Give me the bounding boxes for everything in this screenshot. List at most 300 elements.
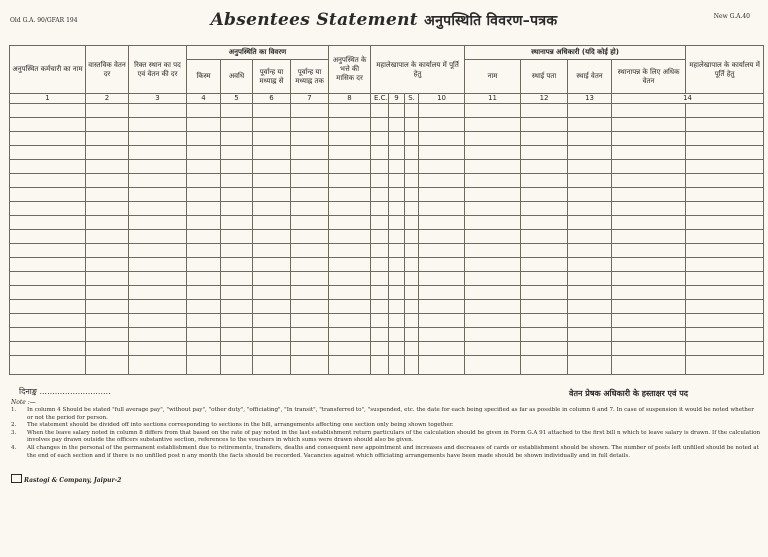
table-cell: [221, 356, 253, 375]
table-row: [10, 356, 764, 375]
column-number: 14: [612, 94, 764, 104]
table-cell: [465, 328, 521, 342]
table-cell: [253, 286, 291, 300]
table-row: [10, 258, 764, 272]
table-cell: [612, 230, 686, 244]
table-cell: [568, 272, 612, 286]
table-cell: [686, 230, 764, 244]
table-cell: [187, 314, 221, 328]
table-cell: [405, 244, 419, 258]
column-number: 6: [253, 94, 291, 104]
table-row: [10, 216, 764, 230]
table-cell: [405, 272, 419, 286]
group-officiating-officer: स्थानापन्न अधिकारी (यदि कोई हो): [465, 46, 686, 60]
table-cell: [253, 314, 291, 328]
table-cell: [612, 132, 686, 146]
table-cell: [329, 300, 371, 314]
table-cell: [568, 160, 612, 174]
table-cell: [389, 286, 405, 300]
column-number: 11: [465, 94, 521, 104]
table-cell: [405, 104, 419, 118]
table-cell: [521, 286, 568, 300]
table-cell: [291, 104, 329, 118]
table-cell: [686, 104, 764, 118]
table-cell: [86, 104, 129, 118]
table-cell: [521, 104, 568, 118]
table-cell: [389, 314, 405, 328]
table-cell: [389, 328, 405, 342]
table-cell: [521, 132, 568, 146]
table-cell: [568, 356, 612, 375]
column-number: 3: [129, 94, 187, 104]
table-cell: [612, 244, 686, 258]
table-cell: [86, 286, 129, 300]
table-cell: [371, 118, 389, 132]
table-cell: [389, 356, 405, 375]
column-number: 13: [568, 94, 612, 104]
group-absence-details: अनुपस्थिति का विवरण: [187, 46, 329, 60]
note-item: [11, 445, 761, 460]
table-cell: [568, 188, 612, 202]
table-cell: [10, 314, 86, 328]
table-cell: [405, 300, 419, 314]
table-cell: [291, 244, 329, 258]
table-cell: [129, 314, 187, 328]
table-cell: [686, 328, 764, 342]
publisher-line: [11, 474, 121, 484]
table-cell: [129, 286, 187, 300]
table-cell: [465, 258, 521, 272]
table-cell: [521, 216, 568, 230]
table-cell: [405, 328, 419, 342]
table-cell: [221, 328, 253, 342]
table-cell: [465, 342, 521, 356]
table-cell: [465, 286, 521, 300]
table-cell: [329, 160, 371, 174]
table-cell: [329, 258, 371, 272]
table-cell: [253, 216, 291, 230]
table-cell: [521, 188, 568, 202]
table-cell: [86, 258, 129, 272]
table-cell: [419, 216, 465, 230]
table-cell: [389, 244, 405, 258]
table-cell: [465, 300, 521, 314]
form-title: [0, 10, 768, 30]
table-cell: [10, 118, 86, 132]
table-cell: [291, 300, 329, 314]
table-cell: [86, 118, 129, 132]
table-cell: [221, 342, 253, 356]
table-cell: [419, 104, 465, 118]
table-cell: [10, 230, 86, 244]
table-cell: [568, 286, 612, 300]
table-cell: [389, 174, 405, 188]
table-cell: [291, 202, 329, 216]
table-cell: [86, 244, 129, 258]
table-cell: [612, 286, 686, 300]
table-cell: [187, 300, 221, 314]
table-cell: [10, 328, 86, 342]
table-cell: [329, 244, 371, 258]
table-cell: [329, 356, 371, 375]
table-cell: [419, 118, 465, 132]
table-cell: [465, 202, 521, 216]
table-cell: [419, 356, 465, 375]
table-cell: [291, 342, 329, 356]
table-cell: [612, 160, 686, 174]
table-cell: [686, 146, 764, 160]
old-form-code: Old G.A. 90/GFAR 194: [10, 17, 78, 24]
table-cell: [187, 146, 221, 160]
table-cell: [221, 216, 253, 230]
table-cell: [221, 174, 253, 188]
table-cell: [129, 104, 187, 118]
table-cell: [10, 174, 86, 188]
table-cell: [10, 300, 86, 314]
table-cell: [405, 216, 419, 230]
table-cell: [465, 356, 521, 375]
table-cell: [686, 118, 764, 132]
table-cell: [568, 328, 612, 342]
table-cell: [612, 104, 686, 118]
table-row: [10, 188, 764, 202]
table-cell: [686, 314, 764, 328]
table-cell: [419, 286, 465, 300]
table-cell: [568, 104, 612, 118]
column-number: 1: [10, 94, 86, 104]
table-cell: [419, 258, 465, 272]
table-cell: [253, 132, 291, 146]
table-row: [10, 328, 764, 342]
col-officiating-pay: स्थानापन्न के लिए अधिक वेतन: [612, 60, 686, 94]
table-cell: [10, 146, 86, 160]
table-row: [10, 146, 764, 160]
table-row: [10, 342, 764, 356]
table-cell: [521, 146, 568, 160]
table-cell: [419, 328, 465, 342]
table-cell: [521, 272, 568, 286]
note-label: Note :—: [11, 399, 36, 406]
table-cell: [686, 356, 764, 375]
table-cell: [221, 314, 253, 328]
table-cell: [291, 118, 329, 132]
table-cell: [129, 230, 187, 244]
table-cell: [521, 244, 568, 258]
table-cell: [405, 258, 419, 272]
table-cell: [371, 174, 389, 188]
table-cell: [291, 174, 329, 188]
table-cell: [187, 272, 221, 286]
table-cell: [419, 300, 465, 314]
table-cell: [371, 202, 389, 216]
table-cell: [329, 174, 371, 188]
table-cell: [419, 202, 465, 216]
table-cell: [612, 202, 686, 216]
table-cell: [187, 328, 221, 342]
table-cell: [568, 244, 612, 258]
table-cell: [612, 342, 686, 356]
table-cell: [329, 230, 371, 244]
col-kind: किस्म: [187, 60, 221, 94]
table-cell: [419, 188, 465, 202]
note-number: 1.: [11, 407, 17, 413]
table-cell: [521, 314, 568, 328]
table-cell: [612, 314, 686, 328]
table-cell: [612, 216, 686, 230]
table-cell: [129, 328, 187, 342]
column-number: 10: [419, 94, 465, 104]
table-cell: [686, 286, 764, 300]
table-cell: [568, 314, 612, 328]
table-cell: [129, 160, 187, 174]
col-to: पूर्वान्ह या मध्याह्न तक: [291, 60, 329, 94]
table-row: [10, 132, 764, 146]
table-cell: [465, 188, 521, 202]
table-cell: [86, 314, 129, 328]
table-cell: [405, 356, 419, 375]
table-cell: [568, 342, 612, 356]
table-cell: [405, 230, 419, 244]
table-cell: [129, 118, 187, 132]
table-cell: [465, 230, 521, 244]
table-cell: [86, 272, 129, 286]
table-cell: [686, 216, 764, 230]
table-cell: [253, 300, 291, 314]
table-cell: [253, 230, 291, 244]
table-cell: [389, 272, 405, 286]
table-cell: [329, 328, 371, 342]
table-cell: [253, 244, 291, 258]
table-cell: [187, 160, 221, 174]
table-cell: [10, 286, 86, 300]
table-cell: [568, 118, 612, 132]
table-cell: [686, 300, 764, 314]
table-cell: [389, 160, 405, 174]
table-cell: [371, 146, 389, 160]
note-text: When the leave salary noted in column 8 differs from that based on the rate of pay noted in the last establishment return particulars of the calculation should be given in Form G.A 91 attached to the first bill n which te leave salary is drawn. If the calculation involves pay drawn outside the officers substantive section, references to the vouchers in which sums were drawn should also be given.: [27, 429, 761, 444]
note-number: 3.: [11, 429, 17, 436]
table-cell: [253, 258, 291, 272]
table-cell: [612, 300, 686, 314]
table-cell: [686, 244, 764, 258]
table-cell: [389, 118, 405, 132]
table-cell: [612, 118, 686, 132]
table-cell: [371, 328, 389, 342]
table-cell: [187, 188, 221, 202]
table-cell: [129, 146, 187, 160]
table-cell: [329, 132, 371, 146]
table-cell: [521, 258, 568, 272]
table-cell: [371, 258, 389, 272]
table-cell: [221, 160, 253, 174]
note-text: In column 4 Should be stated "full average pay", "without pay", "other duty", "officiating", "In transit", "transferred to", "suspended, etc. the date for each being specified as far as possible in column 6 and 7. In case of suspension it would be noted whether or not the period for person.: [27, 407, 754, 421]
table-cell: [86, 342, 129, 356]
table-cell: [612, 174, 686, 188]
table-cell: [465, 244, 521, 258]
note-item: [11, 422, 761, 430]
table-cell: [686, 342, 764, 356]
table-cell: [568, 146, 612, 160]
col-vacant-post: रिक्त स्थान का पद एवं वेतन की दर: [129, 46, 187, 94]
note-text: The statement should be divided off into sections corresponding to sections in the bill, arrangements affecting one section only being shown together.: [27, 422, 454, 429]
table-cell: [612, 258, 686, 272]
table-cell: [419, 230, 465, 244]
table-cell: [86, 356, 129, 375]
table-cell: [221, 104, 253, 118]
table-cell: [291, 146, 329, 160]
column-number: 5: [221, 94, 253, 104]
table-cell: [405, 160, 419, 174]
table-cell: [419, 160, 465, 174]
table-cell: [86, 160, 129, 174]
date-field-label: दिनाङ्क ............................: [19, 387, 111, 396]
table-cell: [187, 244, 221, 258]
table-cell: [221, 272, 253, 286]
table-cell: [291, 216, 329, 230]
table-row: [10, 174, 764, 188]
table-cell: [253, 146, 291, 160]
table-cell: [521, 342, 568, 356]
table-cell: [187, 174, 221, 188]
table-cell: [253, 342, 291, 356]
table-cell: [568, 230, 612, 244]
table-cell: [419, 342, 465, 356]
col-ag-office-2: महालेखापाल के कार्यालय में पूर्ति हेतु: [686, 46, 764, 94]
table-cell: [10, 272, 86, 286]
table-cell: [521, 118, 568, 132]
table-cell: [291, 286, 329, 300]
col-monthly-allowance: अनुपस्थित के भत्ते की मासिक दर: [329, 46, 371, 94]
table-cell: [329, 146, 371, 160]
new-form-code: New G.A.40: [713, 13, 750, 20]
table-cell: [253, 202, 291, 216]
table-cell: [221, 202, 253, 216]
table-cell: [129, 272, 187, 286]
note-text: All changes in the personal of the permanent establishment due to retirements, transfers, deaths and consequent new appointment and increases and decreases of cards or establishment should be shown. The number of posts left unfilled should be noted at the end of each section and if there is no unfilled post n any month the facts should be recorded. Vacancies against which officiating arrangements have been made should be shown individually and in full details.: [27, 444, 759, 459]
table-cell: [129, 216, 187, 230]
table-cell: [253, 174, 291, 188]
table-cell: [465, 132, 521, 146]
table-cell: [221, 230, 253, 244]
table-cell: [221, 286, 253, 300]
table-cell: [10, 202, 86, 216]
table-cell: [371, 230, 389, 244]
form-title-english: Absentees Statement: [210, 10, 418, 30]
table-cell: [389, 132, 405, 146]
table-cell: [329, 286, 371, 300]
table-cell: [389, 146, 405, 160]
table-cell: [389, 216, 405, 230]
table-cell: [371, 314, 389, 328]
table-cell: [389, 258, 405, 272]
table-cell: [187, 356, 221, 375]
table-cell: [371, 286, 389, 300]
table-cell: [10, 258, 86, 272]
signature-label: वेतन प्रेषक अधिकारी के हस्ताक्षर एवं पद: [569, 389, 688, 398]
table-cell: [129, 244, 187, 258]
table-cell: [521, 300, 568, 314]
table-cell: [253, 272, 291, 286]
table-cell: [187, 118, 221, 132]
table-cell: [291, 188, 329, 202]
table-cell: [389, 230, 405, 244]
table-cell: [187, 258, 221, 272]
table-row: [10, 118, 764, 132]
table-cell: [419, 174, 465, 188]
table-cell: [221, 244, 253, 258]
table-cell: [612, 272, 686, 286]
table-cell: [371, 342, 389, 356]
table-cell: [521, 202, 568, 216]
publisher-logo-icon: [11, 474, 22, 483]
table-cell: [329, 216, 371, 230]
col-actual-pay: वास्तविक वेतन दर: [86, 46, 129, 94]
table-cell: [10, 132, 86, 146]
table-cell: [10, 356, 86, 375]
table-cell: [568, 202, 612, 216]
table-cell: [465, 314, 521, 328]
table-cell: [686, 132, 764, 146]
table-cell: [371, 356, 389, 375]
table-row: [10, 286, 764, 300]
table-cell: [371, 132, 389, 146]
table-cell: [465, 104, 521, 118]
table-cell: [521, 230, 568, 244]
table-cell: [221, 258, 253, 272]
column-number: 4: [187, 94, 221, 104]
publisher-name: Rastogi & Company, Jaipur-2: [24, 477, 122, 484]
notes-list: [11, 407, 761, 460]
table-cell: [129, 356, 187, 375]
table-cell: [221, 146, 253, 160]
table-cell: [405, 342, 419, 356]
table-cell: [187, 104, 221, 118]
absentees-table: [9, 45, 764, 375]
note-item: [11, 407, 761, 422]
col-name: नाम: [465, 60, 521, 94]
table-cell: [129, 258, 187, 272]
table-cell: [86, 188, 129, 202]
table-cell: [187, 216, 221, 230]
col-period: अवधि: [221, 60, 253, 94]
table-cell: [187, 230, 221, 244]
table-cell: [329, 118, 371, 132]
table-cell: [568, 258, 612, 272]
col-absent-employee: अनुपस्थित कर्मचारी का नाम: [10, 46, 86, 94]
table-cell: [521, 160, 568, 174]
table-row: [10, 230, 764, 244]
table-cell: [291, 356, 329, 375]
column-number: 9: [389, 94, 405, 104]
table-cell: [129, 300, 187, 314]
column-number: 7: [291, 94, 329, 104]
column-number-row: [10, 94, 764, 104]
table-cell: [221, 300, 253, 314]
table-cell: [686, 174, 764, 188]
table-cell: [86, 174, 129, 188]
table-cell: [371, 216, 389, 230]
table-cell: [405, 146, 419, 160]
table-cell: [329, 272, 371, 286]
table-cell: [253, 188, 291, 202]
form-title-hindi: अनुपस्थिति विवरण–पत्रक: [424, 13, 558, 29]
table-cell: [10, 104, 86, 118]
column-number: 2: [86, 94, 129, 104]
col-permanent-pay: स्थाई वेतन: [568, 60, 612, 94]
table-cell: [86, 328, 129, 342]
table-cell: [405, 174, 419, 188]
table-cell: [291, 160, 329, 174]
